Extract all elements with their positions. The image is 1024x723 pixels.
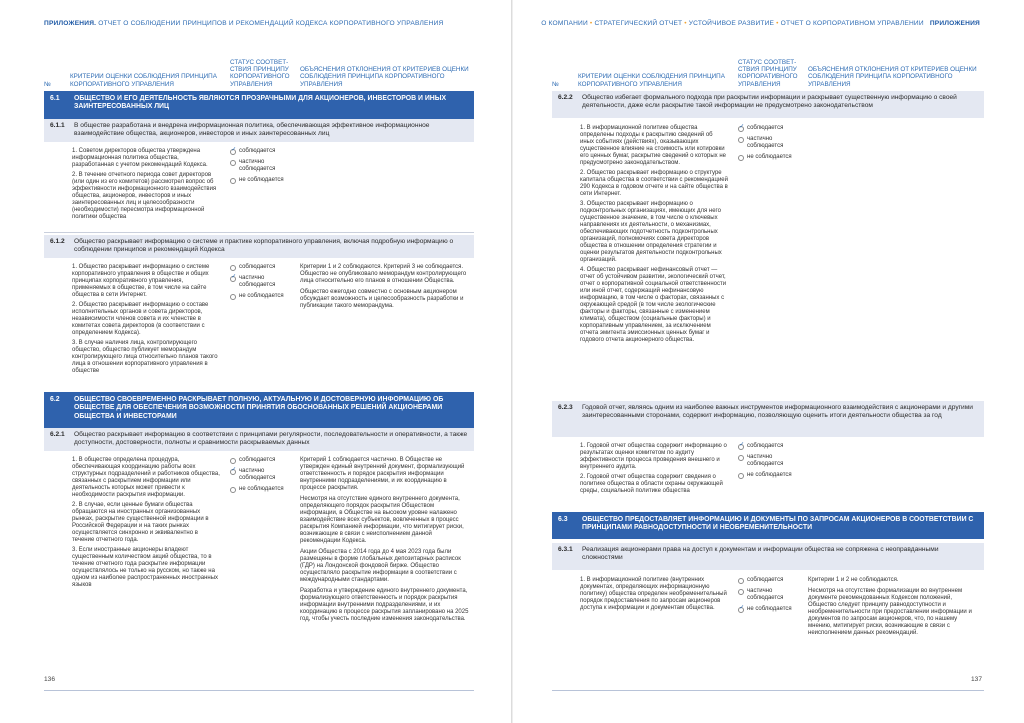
status-options (738, 443, 802, 483)
subsection-title: Общество избегает формального подхода при раскрытии информации и раскрывает существенную информацию о своей деятельности, даже если раскрытие такой информации не предусмотрено законодательством (582, 94, 957, 110)
column-headers (44, 58, 472, 90)
explanation-paragraph: Критерий 1 соблюдается частично. В Обществе не утвержден единый внутренний документ, формализующий ответственность и порядок раскрытия информации внутренними подразделениями, и их координацию в процессе раскрытия. (300, 457, 465, 491)
section-number: 6.2 (50, 396, 60, 403)
separator-dot-icon: • (589, 20, 593, 27)
explanation (300, 457, 472, 627)
subsection-title: В обществе разработана и внедрена информационная политика, обеспечивающая эффективное информационное взаимодействие общества, акционеров, инвесторов и иных заинтересованных лиц (74, 122, 430, 138)
criteria-list (72, 264, 220, 378)
subsection-title: Общество раскрывает информацию в соответствии с принципами регулярности, последовательности и оперативности, а также доступности, достоверности, полноты и сравнимости раскрываемых данных (74, 431, 468, 447)
subsection-number: 6.1.2 (50, 238, 65, 245)
criterion: 3. В случае наличия лица, контролирующего общество, общество публикует меморандум контролирующего лица относительно планов такого лица в отношении корпоративного управления в обществе (72, 340, 218, 374)
criteria-list (72, 457, 220, 592)
nav-link-governance[interactable]: ОТЧЕТ О КОРПОРАТИВНОМ УПРАВЛЕНИИ (780, 20, 924, 27)
section-title: ОБЩЕСТВО ПРЕДОСТАВЛЯЕТ ИНФОРМАЦИЮ И ДОКУМЕНТЫ ПО ЗАПРОСАМ АКЦИОНЕРОВ В СООТВЕТСТВИИ С ПРИНЦИПАМИ РАВНОДОСТУПНОСТИ И НЕОБРЕМЕНИТЕЛЬНОСТИ (582, 516, 974, 532)
status-option-noncompliant[interactable]: не соблюдается (738, 472, 802, 479)
divider (44, 232, 474, 233)
radio-icon (738, 155, 744, 161)
separator-dot-icon: • (776, 20, 779, 27)
subsection-6-2-2 (552, 91, 984, 118)
footer-line (552, 690, 984, 691)
section-title: ОБЩЕСТВО СВОЕВРЕМЕННО РАСКРЫВАЕТ ПОЛНУЮ, АКТУАЛЬНУЮ И ДОСТОВЕРНУЮ ИНФОРМАЦИЮ ОБ ОБЩЕСТВЕ ДЛЯ ОБЕСПЕЧЕНИЯ ВОЗМОЖНОСТИ ПРИНЯТИЯ ОБОСНОВАННЫХ РЕШЕНИЙ АКЦИОНЕРАМИ ОБЩЕСТВА И ИНВЕСТОРАМИ (74, 396, 444, 420)
right-page (512, 0, 1024, 723)
col-status: СТАТУС СООТВЕТ-СТВИЯ ПРИНЦИПУ КОРПОРАТИВНОГО УПРАВЛЕНИЯ (738, 58, 798, 88)
status-options (230, 457, 294, 497)
section-number: 6.3 (558, 516, 568, 523)
subsection-6-3-1 (552, 543, 984, 570)
radio-icon (230, 265, 236, 271)
left-top-nav (44, 20, 443, 27)
checked-icon (738, 607, 744, 613)
subsection-title: Общество раскрывает информацию о системе и практике корпоративного управления, включая подробную информацию о соблюдении принципов и рекомендаций Кодекса (74, 238, 454, 254)
radio-icon (738, 473, 744, 479)
subsection-title: Годовой отчет, являясь одним из наиболее важных инструментов информационного взаимодействия с акционерами и другими заинтересованными сторонами, содержит информацию, позволяющую оценить итоги деятельности общества за год (582, 404, 973, 420)
explanation-paragraph: Критерии 1 и 2 соблюдаются. Критерий 3 не соблюдается. Общество не опубликовало меморандум контролирующего лица относительно его планов в отношении Общества. (300, 264, 467, 284)
radio-icon (230, 458, 236, 464)
criterion: 2. Общество раскрывает информацию о составе исполнительных органов и совета директоров, независимости членов совета и их членстве в комитетах совета директоров (в соответствии с определением Кодекса). (72, 302, 209, 336)
section-6-3 (552, 512, 984, 539)
col-num: № (552, 80, 559, 88)
radio-icon (738, 455, 744, 461)
explanation-paragraph: Акции Общества с 2014 года до 4 мая 2023 года были размещены в форме глобальных депозитарных расписок (ГДР) на Лондонской фондовой бирже. Общество осуществляло раскрытие информации в соответствии с международными стандартами. (300, 549, 461, 583)
col-criteria: КРИТЕРИИ ОЦЕНКИ СОБЛЮДЕНИЯ ПРИНЦИПА КОРПОРАТИВНОГО УПРАВЛЕНИЯ (70, 73, 217, 88)
page-number: 136 (44, 676, 56, 683)
checked-icon (230, 469, 236, 475)
criteria-list (580, 443, 728, 498)
subsection-number: 6.1.1 (50, 122, 65, 129)
nav-section[interactable]: ПРИЛОЖЕНИЯ. (44, 20, 97, 27)
status-options (738, 125, 802, 165)
subsection-title: Реализация акционерами права на доступ к документам и информации общества не сопряжена с неоправданными сложностями (582, 546, 939, 562)
section-6-2 (44, 392, 474, 428)
checked-icon (230, 149, 236, 155)
status-option-compliant[interactable]: ✓ соблюдается (738, 443, 802, 450)
subsection-6-1-2 (44, 235, 474, 258)
status-option-noncompliant[interactable]: ✓ не соблюдается (738, 606, 802, 613)
separator-dot-icon: • (684, 20, 687, 27)
status-option-partial[interactable]: частично соблюдается (738, 588, 802, 602)
radio-icon (738, 589, 744, 595)
criterion: 1. Общество раскрывает информацию о системе корпоративного управления в обществе и общих принципах корпоративного управления, применяемых в обществе, в том числе на сайте общества в сети Интернет. (72, 264, 210, 298)
radio-icon (230, 160, 236, 166)
subsection-number: 6.2.1 (50, 431, 65, 438)
criterion: 1. В информационной политике общества определены подходы к раскрытию сведений об иных событиях (действиях), оказывающих существенное влияние на стоимость или котировки его ценных бумаг, раскрытие сведений о которых не предусмотрено законодательством. (580, 125, 726, 166)
right-top-nav (541, 20, 980, 27)
explanation-paragraph: Несмотря на отсутствие единого внутреннего документа, определяющего порядок раскрытия Обществом информации, в Обществе на высоком уровне налажено взаимодействие всех субъектов, вовлеченных в процесс раскрытия Компанией информации, что митигирует риски, возникающие в связи с неисполнением данной рекомендации Кодекса. (300, 496, 464, 544)
radio-icon (230, 294, 236, 300)
status-option-compliant[interactable]: соблюдается (230, 264, 294, 271)
explanation (808, 577, 980, 641)
criterion: 2. В случае, если ценные бумаги общества обращаются на иностранных организованных рынках, раскрытие существенной информации в Российской Федерации и на таких рынках осуществляется синхронно и эквивалентно в течение отчетного года. (72, 502, 209, 543)
explanation-paragraph: Разработка и утверждение единого внутреннего документа, формализующего ответственность и порядок раскрытия информации внутренними подразделениями, и их координацию в процессе раскрытия запланировано на 2025 год, чтобы учесть последние изменения законодательства. (300, 588, 469, 622)
status-option-noncompliant[interactable]: не соблюдается (230, 486, 294, 493)
criterion: 1. В обществе определена процедура, обеспечивающая координацию работы всех структурных подразделений и работников общества, связанных с раскрытием информации или деятельность которых может привести к необходимости раскрытия информации. (72, 457, 220, 498)
section-number: 6.1 (50, 95, 60, 102)
col-status: СТАТУС СООТВЕТ-СТВИЯ ПРИНЦИПУ КОРПОРАТИВНОГО УПРАВЛЕНИЯ (230, 58, 290, 88)
nav-link-sustainability[interactable]: УСТОЙЧИВОЕ РАЗВИТИЕ (688, 20, 775, 27)
subsection-6-2-1 (44, 428, 474, 451)
subsection-number: 6.3.1 (558, 546, 573, 553)
criteria-row-6-3-1 (552, 577, 984, 667)
subsection-6-1-1 (44, 119, 474, 142)
radio-icon (230, 178, 236, 184)
status-option-compliant[interactable]: ✓ соблюдается (738, 125, 802, 132)
status-option-partial[interactable]: частично соблюдается (738, 136, 802, 150)
criteria-row-6-1-2 (44, 264, 474, 384)
status-option-compliant[interactable]: соблюдается (230, 457, 294, 464)
col-explanation: ОБЪЯСНЕНИЯ ОТКЛОНЕНИЯ ОТ КРИТЕРИЕВ ОЦЕНКИ СОБЛЮДЕНИЯ ПРИНЦИПА КОРПОРАТИВНОГО УПРАВЛЕНИЯ (808, 66, 977, 88)
explanation (300, 264, 472, 314)
status-options (230, 264, 294, 304)
checked-icon (738, 444, 744, 450)
subsection-number: 6.2.2 (558, 94, 573, 101)
explanation-paragraph: Общество ежегодно совместно с основным акционером обсуждает возможность и целесообразность разработки и публикации такого меморандума. (300, 289, 464, 309)
criteria-row-6-2-2 (552, 125, 984, 387)
criteria-list (72, 148, 220, 224)
status-option-partial[interactable]: ✓ частично соблюдается (230, 468, 294, 482)
status-option-partial[interactable]: частично соблюдается (230, 159, 294, 173)
column-headers (552, 58, 982, 90)
criteria-row-6-2-3 (552, 443, 984, 508)
criterion: 4. Общество раскрывает нефинансовый отчет — отчет об устойчивом развитии, экологический отчет, отчет о корпоративной социальной ответственности или иной отчет, содержащий нефинансовую информацию, в том числе о факторах, связанных с окружающей средой (в том числе экологические факторы и факторы, связанные с изменением климата), обществом (социальные факторы) и корпоративным управлением, за исключением отчета эмитента эмиссионных ценных бумаг и годового отчета акционерного общества. (580, 267, 727, 343)
footer-line (44, 690, 474, 691)
criteria-row-6-1-1 (44, 148, 474, 230)
explanation-paragraph: Несмотря на отсутствие формализации во внутреннем документе рекомендованных Кодексом положений, Общество следует принципу равнодоступности и необременительности при предоставлении информации и документов по запросам акционеров, что, по нашему мнению, митигирует риски, возникающие в связи с неисполнением данных рекомендаций. (808, 588, 972, 636)
subsection-6-2-3 (552, 401, 984, 437)
page-number: 137 (970, 676, 982, 683)
nav-link-about[interactable]: О КОМПАНИИ (541, 20, 588, 27)
status-options (738, 577, 802, 617)
criteria-list (580, 125, 728, 347)
section-6-1 (44, 91, 474, 119)
criteria-row-6-2-1 (44, 457, 474, 657)
criterion: 3. Общество раскрывает информацию о подконтрольных организациях, имеющих для него существенное значение, в том числе о ключевых направлениях их деятельности, о механизмах, обеспечивающих подотчетность подконтрольных организаций, полномочиях совета директоров общества в отношении определения стратегии и оценки результатов деятельности подконтрольных организаций. (580, 201, 722, 263)
nav-title[interactable]: ОТЧЕТ О СОБЛЮДЕНИИ ПРИНЦИПОВ И РЕКОМЕНДАЦИЙ КОДЕКСА КОРПОРАТИВНОГО УПРАВЛЕНИЯ (98, 20, 444, 27)
radio-icon (738, 578, 744, 584)
status-option-compliant[interactable]: соблюдается (738, 577, 802, 584)
status-option-partial[interactable]: частично соблюдается (738, 454, 802, 468)
criterion: 1. Советом директоров общества утверждена информационная политика общества, разработанная с учетом рекомендаций Кодекса. (72, 148, 208, 168)
status-option-noncompliant[interactable]: не соблюдается (230, 177, 294, 184)
status-option-compliant[interactable]: ✓ соблюдается (230, 148, 294, 155)
subsection-number: 6.2.3 (558, 404, 573, 411)
status-option-noncompliant[interactable]: не соблюдается (738, 154, 802, 161)
criterion: 3. Если иностранные акционеры владеют существенным количеством акций общества, то в течение отчетного года раскрытие информации осуществлялось не только на русском, но также на одном из наиболее распространенных иностранных языков (72, 547, 219, 588)
col-explanation: ОБЪЯСНЕНИЯ ОТКЛОНЕНИЯ ОТ КРИТЕРИЕВ ОЦЕНКИ СОБЛЮДЕНИЯ ПРИНЦИПА КОРПОРАТИВНОГО УПРАВЛЕНИЯ (300, 66, 469, 88)
col-num: № (44, 80, 51, 88)
status-options (230, 148, 294, 188)
criterion: 2. В течение отчетного периода совет директоров (или один из его комитетов) рассмотрел вопрос об эффективности информационного взаимодействия общества, акционеров, инвесторов и иных заинтересованных лиц и целесообразности (необходимости) пересмотра информационной политики общества (72, 172, 217, 220)
criterion: 2. Общество раскрывает информацию о структуре капитала общества в соответствии с рекомендацией 290 Кодекса в годовом отчете и на сайте общества в сети Интернет. (580, 170, 728, 197)
status-option-noncompliant[interactable]: не соблюдается (230, 293, 294, 300)
checked-icon (230, 276, 236, 282)
radio-icon (230, 487, 236, 493)
col-criteria: КРИТЕРИИ ОЦЕНКИ СОБЛЮДЕНИЯ ПРИНЦИПА КОРПОРАТИВНОГО УПРАВЛЕНИЯ (578, 73, 725, 88)
checked-icon (738, 126, 744, 132)
criterion: 2. Годовой отчет общества содержит сведения о политике общества в области охраны окружающей среды, социальной политике общества (580, 474, 723, 494)
explanation-paragraph: Критерии 1 и 2 не соблюдаются. (808, 577, 899, 583)
criterion: 1. В информационной политике (внутренних документах, определяющих информационную политику) общества определен необременительный порядок предоставления по запросам акционеров доступа к информации и документам общества. (580, 577, 727, 611)
section-title: ОБЩЕСТВО И ЕГО ДЕЯТЕЛЬНОСТЬ ЯВЛЯЮТСЯ ПРОЗРАЧНЫМИ ДЛЯ АКЦИОНЕРОВ, ИНВЕСТОРОВ И ИНЫХ ЗАИНТЕРЕСОВАННЫХ ЛИЦ (74, 95, 447, 111)
criteria-list (580, 577, 728, 615)
status-option-partial[interactable]: ✓ частично соблюдается (230, 275, 294, 289)
nav-current-appendices[interactable]: ПРИЛОЖЕНИЯ (929, 20, 980, 27)
radio-icon (738, 137, 744, 143)
nav-link-strategy[interactable]: СТРАТЕГИЧЕСКИЙ ОТЧЕТ (594, 20, 683, 27)
criterion: 1. Годовой отчет общества содержит информацию о результатах оценки комитетом по аудиту эффективности процесса проведения внешнего и внутреннего аудита. (580, 443, 727, 470)
